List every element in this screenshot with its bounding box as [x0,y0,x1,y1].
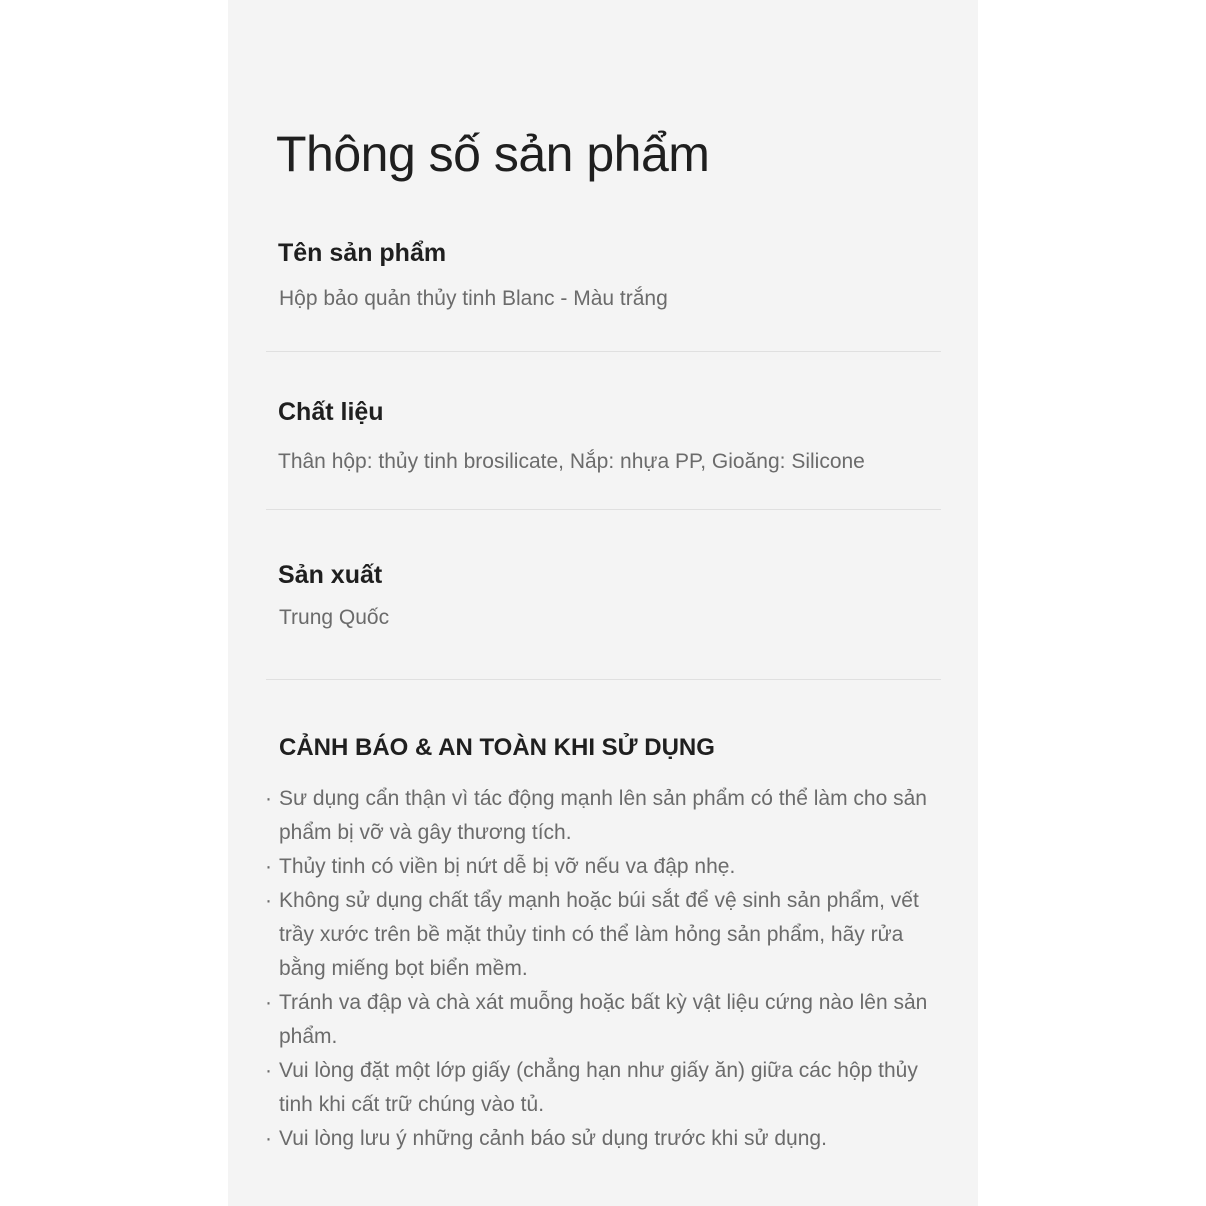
page-title: Thông số sản phẩm [276,126,710,182]
spec-label-origin: Sản xuất [278,561,383,589]
divider [266,679,941,680]
divider [266,509,941,510]
warning-item [265,1054,945,1122]
warning-item-text: Sư dụng cẩn thận vì tác động mạnh lên sản phẩm có thể làm cho sản phẩm bị vỡ và gây thương tích. [279,787,927,844]
spec-value-product-name: Hộp bảo quản thủy tinh Blanc - Màu trắng [279,287,668,310]
warning-item-text: Thủy tinh có viền bị nứt dễ bị vỡ nếu va đập nhẹ. [279,855,736,878]
spec-label-product-name: Tên sản phẩm [278,239,447,267]
bullet-icon: · [265,991,272,1014]
warning-item-text: Vui lòng đặt một lớp giấy (chẳng hạn như giấy ăn) giữa các hộp thủy tinh khi cất trữ chúng vào tủ. [279,1059,918,1116]
warning-title: CẢNH BÁO & AN TOÀN KHI SỬ DỤNG [279,734,715,761]
warning-item [265,884,945,986]
warning-item [265,1122,945,1156]
warning-item [265,782,945,850]
bullet-icon: · [265,855,272,878]
spec-value-material: Thân hộp: thủy tinh brosilicate, Nắp: nhựa PP, Gioăng: Silicone [278,450,865,473]
bullet-icon: · [265,787,272,810]
warning-item-text: Tránh va đập và chà xát muỗng hoặc bất kỳ vật liệu cứng nào lên sản phẩm. [279,991,928,1048]
spec-value-origin: Trung Quốc [279,606,390,629]
bullet-icon: · [265,1059,272,1082]
warning-item-text: Vui lòng lưu ý những cảnh báo sử dụng trước khi sử dụng. [279,1127,827,1150]
spec-label-material: Chất liệu [278,398,384,426]
divider [266,351,941,352]
bullet-icon: · [265,1127,272,1150]
warning-item [265,986,945,1054]
bullet-icon: · [265,889,272,912]
warning-list [265,782,945,1156]
product-spec-panel [228,0,978,1206]
warning-item-text: Không sử dụng chất tẩy mạnh hoặc búi sắt để vệ sinh sản phẩm, vết trầy xước trên bề mặt thủy tinh có thể làm hỏng sản phẩm, hãy rửa bằng miếng bọt biển mềm. [279,889,919,980]
warning-item [265,850,945,884]
